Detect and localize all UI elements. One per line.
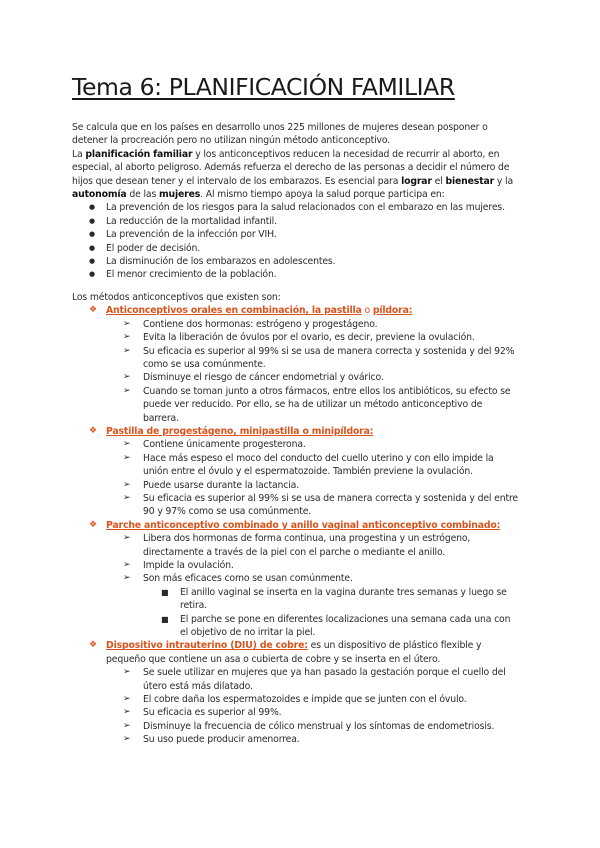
list-item: ➢ Puede usarse durante la lactancia.: [106, 479, 520, 492]
method-heading: ❖ Parche anticonceptivo combinado y anillo vaginal anticonceptivo combinado:: [106, 519, 520, 532]
list-item: ➢ Cuando se toman junto a otros fármacos, entre ellos los antibióticos, su efecto se puede ver reducido. Por ello, se ha de utilizar un método anticonceptivo de barrera.: [106, 385, 520, 425]
method-details: [106, 532, 520, 639]
list-item: ➢ Libera dos hormonas de forma continua, una progestina y un estrógeno, directamente a través de la piel con el parche o mediante el anillo.: [106, 532, 520, 559]
list-item: ■ El parche se pone en diferentes localizaciones una semana cada una con el objetivo de no irritar la piel.: [143, 613, 520, 640]
page-title: Tema 6: PLANIFICACIÓN FAMILIAR: [72, 73, 455, 101]
list-item: ➢ Se suele utilizar en mujeres que ya han pasado la gestación porque el cuello del útero está más dilatado.: [106, 666, 520, 693]
list-item: ● El menor crecimiento de la población.: [72, 268, 520, 281]
method-subdetails: [143, 586, 520, 640]
list-item: ➢ Contiene dos hormonas: estrógeno y progestágeno.: [106, 318, 520, 331]
list-item: ● La prevención de los riesgos para la salud relacionados con el embarazo en las mujeres.: [72, 201, 520, 214]
list-item: ➢ Contiene únicamente progesterona.: [106, 438, 520, 451]
list-item: ● El poder de decisión.: [72, 242, 520, 255]
list-item: ➢ Impide la ovulación.: [106, 559, 520, 572]
intro-paragraph: Se calcula que en los países en desarrollo unos 225 millones de mujeres desean posponer o detener la procreación pero no utilizan ningún método anticonceptivo.: [72, 122, 488, 147]
list-item: ➢ Disminuye el riesgo de cáncer endometrial y ovárico.: [106, 371, 520, 384]
method-patch-ring: [72, 519, 520, 640]
list-item: ➢ Disminuye la frecuencia de cólico menstrual y los síntomas de endometriosis.: [106, 720, 520, 733]
list-item: ➢ Su uso puede producir amenorrea.: [106, 733, 520, 746]
list-item: ● La disminución de los embarazos en adolescentes.: [72, 255, 520, 268]
list-item: ➢ Son más eficaces como se usan comúnmente. ■ El anillo vaginal se inserta en la vagina durante tres semanas y luego se retira. ■ El parche se pone en diferentes localizaciones una semana cada una con el objetivo de no irritar la piel.: [106, 572, 520, 639]
method-copper-iud: [72, 639, 520, 746]
list-item: ➢ Su eficacia es superior al 99%.: [106, 706, 520, 719]
list-item: ➢ Evita la liberación de óvulos por el ovario, es decir, previene la ovulación.: [106, 331, 520, 344]
list-item: ● La prevención de la infección por VIH.: [72, 228, 520, 241]
list-item: ➢ Su eficacia es superior al 99% si se usa de manera correcta y sostenida y del 92% como se usa comúnmente.: [106, 345, 520, 372]
method-details: [106, 318, 520, 425]
method-progestagen-pill: [72, 425, 520, 519]
list-item: ● La reducción de la mortalidad infantil.: [72, 215, 520, 228]
method-heading: ❖ Dispositivo intrauterino (DIU) de cobre: es un dispositivo de plástico flexible y pequeño que contiene un asa o cubierta de cobre y se inserta en el útero.: [106, 639, 520, 666]
method-heading: ❖ Anticonceptivos orales en combinación, la pastilla o píldora:: [106, 304, 520, 317]
term-autonomia: autonomía: [72, 189, 127, 201]
methods-list: [72, 304, 520, 746]
list-item: ➢ Hace más espeso el moco del conducto del cuello uterino y con ello impide la unión entre el óvulo y el espermatozoide. También previene la ovulación.: [106, 452, 520, 479]
term-planificacion-familiar: planificación familiar: [85, 148, 193, 160]
benefits-list: [72, 201, 520, 281]
list-item: ➢ Su eficacia es superior al 99% si se usa de manera correcta y sostenida y del entre 90 y 97% como se usa comúnmente.: [106, 492, 520, 519]
method-oral-combined: [72, 304, 520, 425]
method-details: [106, 438, 520, 518]
list-item: ■ El anillo vaginal se inserta en la vagina durante tres semanas y luego se retira.: [143, 586, 520, 613]
method-details: [106, 666, 520, 746]
method-heading: ❖ Pastilla de progestágeno, minipastilla o minipíldora:: [106, 425, 520, 438]
term-bienestar: bienestar: [445, 175, 495, 187]
family-planning-paragraph: La planificación familiar y los anticonceptivos reducen la necesidad de recurrir al aborto, en especial, al aborto peligroso. Además refuerza el derecho de las personas a decidir el número de hijos que desean tener y el intervalo de los embarazos. Es esencial para lograr el bienestar y la autonomía de las mujeres. Al mismo tiempo apoya la salud porque participa en:: [72, 148, 513, 201]
term-lograr: lograr: [401, 175, 432, 187]
methods-intro: Los métodos anticonceptivos que existen son:: [72, 291, 281, 303]
term-mujeres: mujeres: [158, 189, 201, 201]
list-item: ➢ El cobre daña los espermatozoides e impide que se junten con el óvulo.: [106, 693, 520, 706]
document-body: [72, 121, 520, 747]
